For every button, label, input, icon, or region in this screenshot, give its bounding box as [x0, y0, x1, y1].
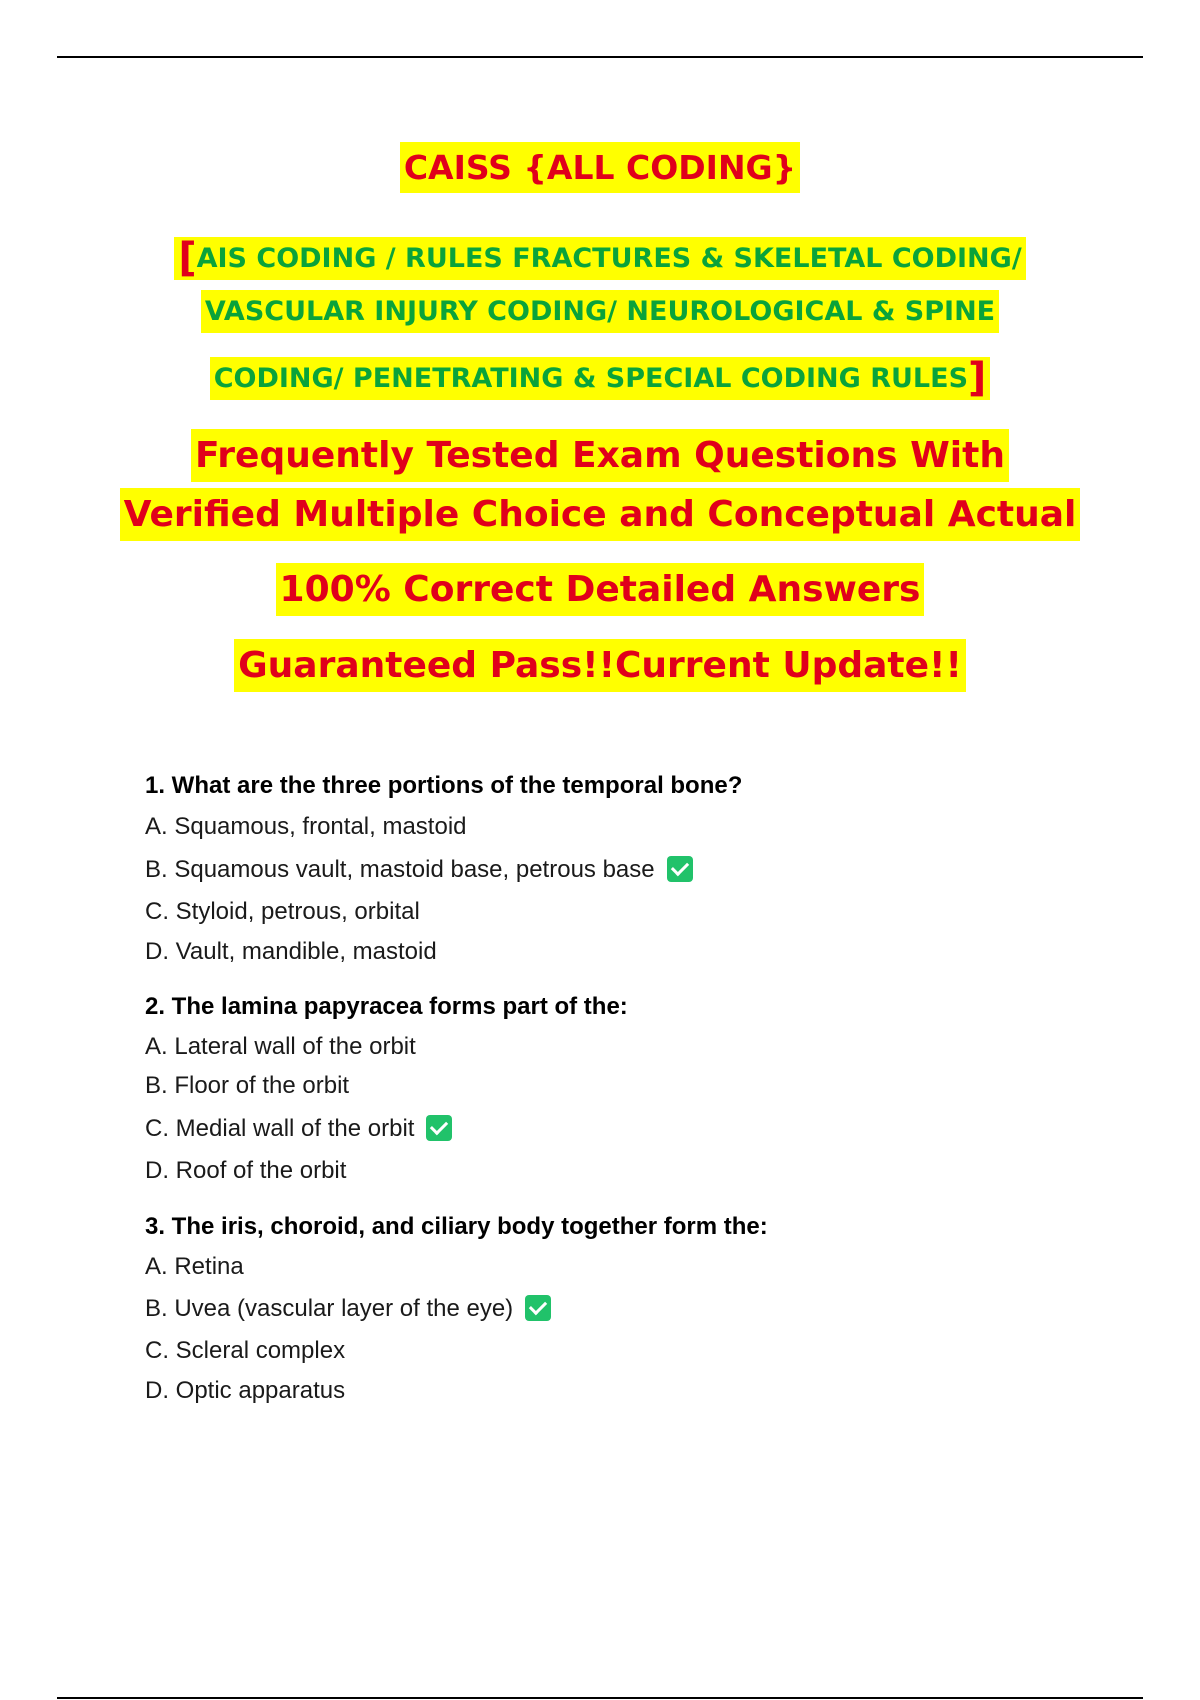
headline-text-1: Frequently Tested Exam Questions With — [191, 429, 1009, 482]
subtitle-text-1: AIS CODING / RULES FRACTURES & SKELETAL CODING/ — [196, 243, 1022, 274]
answer-option: D. Roof of the orbit — [145, 1157, 347, 1184]
subtitle-line-1 — [0, 235, 1200, 281]
headline-text-3: 100% Correct Detailed Answers — [276, 563, 925, 616]
title-main: CAISS {ALL CODING} — [400, 142, 800, 193]
top-rule — [57, 56, 1143, 58]
question-text: 3. The iris, choroid, and ciliary body together form the: — [145, 1213, 768, 1240]
answer-option: A. Retina — [145, 1253, 244, 1280]
answer-option: B. Floor of the orbit — [145, 1072, 350, 1099]
subtitle-line-3 — [0, 355, 1200, 401]
question-text: 1. What are the three portions of the temporal bone? — [145, 772, 743, 799]
answer-option: D. Vault, mandible, mastoid — [145, 938, 437, 965]
check-icon — [426, 1115, 452, 1141]
answer-option: A. Lateral wall of the orbit — [145, 1033, 416, 1060]
headline-line-1 — [0, 435, 1200, 476]
headline-line-4 — [0, 645, 1200, 686]
bracket-open: [ — [178, 235, 197, 281]
document-title — [0, 148, 1200, 187]
answer-option-correct: B. Squamous vault, mastoid base, petrous base — [145, 856, 693, 884]
subtitle-line-2 — [0, 296, 1200, 327]
headline-line-2 — [0, 494, 1200, 535]
answer-option: C. Scleral complex — [145, 1337, 346, 1364]
bottom-rule — [57, 1697, 1143, 1699]
check-icon — [525, 1295, 551, 1321]
question-text: 2. The lamina papyracea forms part of the: — [145, 993, 628, 1020]
subtitle-text-3: CODING/ PENETRATING & SPECIAL CODING RULES — [213, 363, 969, 394]
headline-line-3 — [0, 569, 1200, 610]
answer-option: C. Styloid, petrous, orbital — [145, 898, 420, 925]
answer-option-correct: C. Medial wall of the orbit — [145, 1115, 452, 1143]
answer-option: D. Optic apparatus — [145, 1377, 346, 1404]
subtitle-text-2: VASCULAR INJURY CODING/ NEUROLOGICAL & SPINE — [201, 290, 999, 333]
answer-option-correct: B. Uvea (vascular layer of the eye) — [145, 1295, 551, 1323]
answer-option: A. Squamous, frontal, mastoid — [145, 813, 467, 840]
headline-text-4: Guaranteed Pass!!Current Update!! — [234, 639, 966, 692]
check-icon — [667, 856, 693, 882]
bracket-close: ] — [968, 355, 987, 401]
headline-text-2: Verified Multiple Choice and Conceptual Actual — [120, 488, 1081, 541]
